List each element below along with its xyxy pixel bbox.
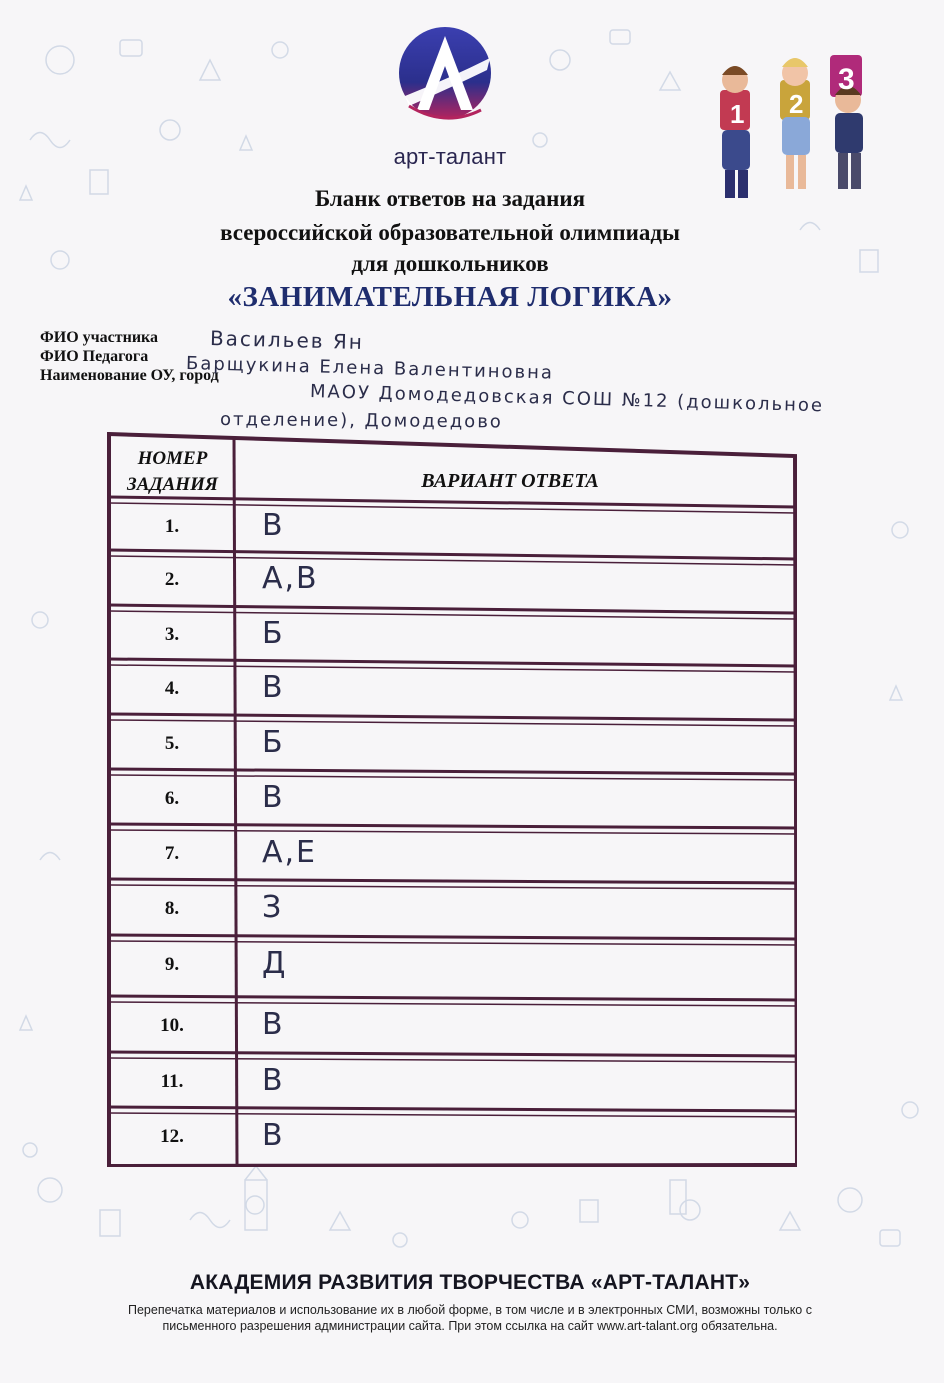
row-separator-inner [109,720,796,726]
task-number: 10. [160,1015,184,1036]
svg-text:2: 2 [789,89,804,119]
row-separator-inner [109,830,796,834]
art-talant-logo [395,18,495,138]
title-line-3: для дошкольников [351,251,549,276]
row-separator-inner [109,1058,796,1062]
task-number: 12. [160,1126,184,1147]
task-number: 5. [164,733,180,754]
column-header-number [110,446,235,498]
svg-text:1: 1 [730,99,745,129]
row-separator-inner [109,1002,796,1006]
kids-illustration [700,45,900,205]
task-number: 8. [164,898,180,919]
column-header-answer: ВАРИАНТ ОТВЕТА [421,470,599,492]
answer-value: В [262,1118,285,1153]
answer-value: В [262,780,285,815]
answer-value: В [262,508,285,543]
row-separator [109,1052,796,1056]
answer-value: В [262,1007,285,1042]
footer-note-line-1: Перепечатка материалов и использование их в любой форме, в том числе и в электронных СМИ, возможны только с [127,1303,812,1317]
task-number: 1. [164,516,180,537]
row-separator-inner [109,941,796,945]
answer-value: Д [262,946,288,981]
task-number: 11. [160,1071,184,1092]
task-number: 7. [164,843,180,864]
title-line-2: всероссийской образовательной олимпиады [220,220,680,245]
answer-value: В [262,1063,285,1098]
row-separator [109,935,796,939]
row-separator [109,824,796,828]
row-separator-inner [109,1113,796,1117]
answer-value: В [262,670,285,705]
brand-name: арт-талант [393,144,507,169]
row-separator [109,769,796,774]
answer-value: А,В [262,561,319,596]
school-label: Наименование ОУ, город [40,367,219,384]
teacher-label: ФИО Педагога [40,348,149,365]
row-separator-inner [109,885,796,889]
column-header-number-line-2: ЗАДАНИЯ [127,474,218,495]
task-number: 4. [164,678,180,699]
answer-value: Б [262,616,285,651]
svg-text:3: 3 [838,63,855,96]
footer-note [70,1302,870,1334]
row-separator [109,1107,796,1111]
task-number: 6. [164,788,180,809]
title-line-1: Бланк ответов на задания [314,186,586,211]
task-number: 2. [164,569,180,590]
school-value-line-2: отделение), Домодедово [219,409,503,433]
answer-value: З [262,890,284,925]
task-number: 3. [164,624,180,645]
footer-note-line-2: письменного разрешения администрации сайта. При этом ссылка на сайт www.art-talant.org обязательна. [162,1319,778,1333]
column-header-number-line-1: НОМЕР [137,448,208,469]
footer-title: АКАДЕМИЯ РАЗВИТИЯ ТВОРЧЕСТВА «АРТ-ТАЛАНТ» [189,1271,751,1294]
row-separator [109,996,796,1000]
row-separator [109,659,796,666]
row-separator [109,879,796,883]
olympiad-name: «ЗАНИМАТЕЛЬНАЯ ЛОГИКА» [227,281,673,313]
participant-label: ФИО участника [40,329,159,346]
answer-value: А,Е [262,835,318,870]
task-number: 9. [164,954,180,975]
answer-value: Б [262,725,285,760]
row-separator [109,714,796,720]
row-separator-inner [109,775,796,780]
school-value-line-1: МАОУ Домодедовская СОШ №12 (дошкольное [309,381,825,417]
participant-value: Васильев Ян [209,326,365,355]
row-separator [109,497,796,507]
teacher-value: Барщукина Елена Валентиновна [185,353,555,384]
